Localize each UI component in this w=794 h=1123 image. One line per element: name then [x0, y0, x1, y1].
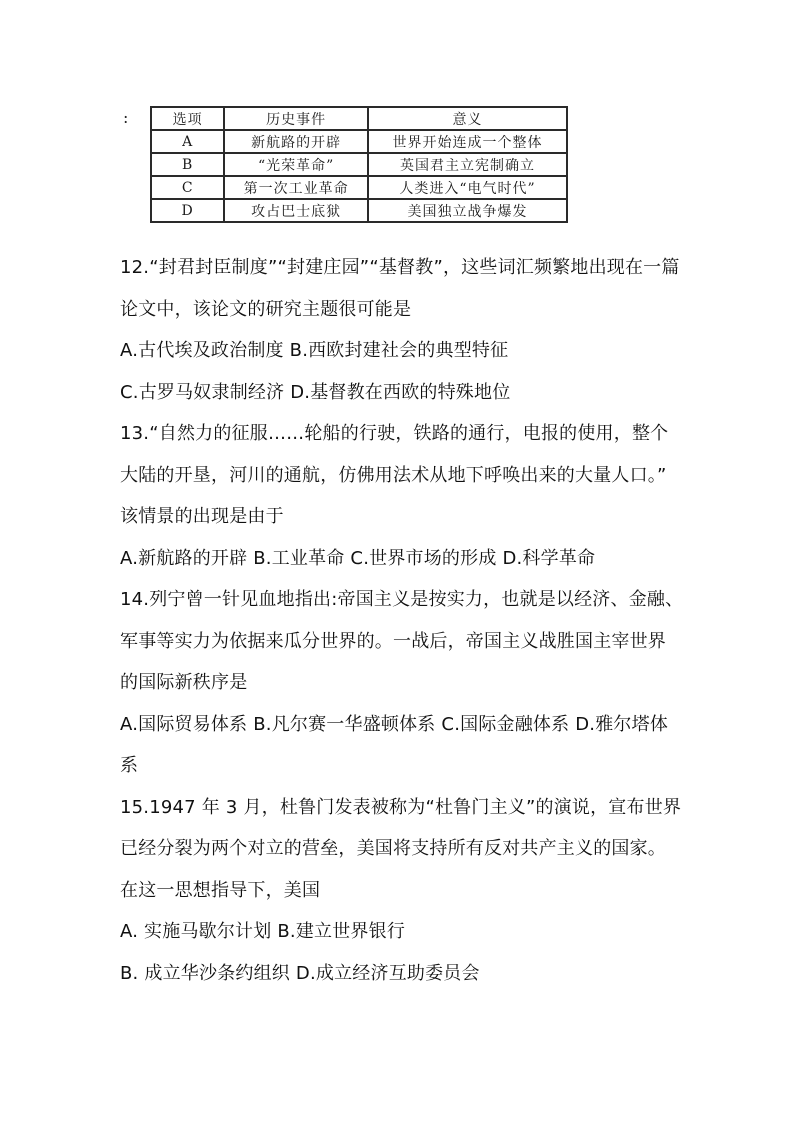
- question-12-stem-line-1: 12.“封君封臣制度”“封建庄园”“基督教”，这些词汇频繁地出现在一篇: [120, 257, 680, 278]
- table-leading-mark: :: [123, 108, 129, 127]
- table-header-row: [151, 107, 567, 130]
- table-row: [151, 199, 567, 222]
- cell-meaning: 美国独立战争爆发: [368, 199, 567, 222]
- cell-meaning: 人类进入“电气时代”: [368, 176, 567, 199]
- question-15-options-cd: B. 成立华沙条约组织 D.成立经济互助委员会: [120, 962, 480, 984]
- question-12-options-cd: C.古罗马奴隶制经济 D.基督教在西欧的特殊地位: [120, 381, 511, 403]
- question-14-options: A.国际贸易体系 B.凡尔赛一华盛顿体系 C.国际金融体系 D.雅尔塔体: [120, 713, 669, 735]
- question-13-stem-line-1: 13.“自然力的征服……轮船的行驶，铁路的通行，电报的使用，整个: [120, 423, 669, 444]
- question-15-stem-line-2: 已经分裂为两个对立的营垒，美国将支持所有反对共产主义的国家。: [120, 838, 666, 859]
- question-15-options-ab: A. 实施马歇尔计划 B.建立世界银行: [120, 921, 406, 942]
- cell-event: 新航路的开辟: [224, 130, 368, 153]
- question-14-stem-line-2: 军事等实力为依据来瓜分世界的。一战后，帝国主义战胜国主宰世界: [120, 630, 666, 652]
- question-14-stem-line-3: 的国际新秩序是: [120, 672, 248, 693]
- question-15-stem-line-3: 在这一思想指导下，美国: [120, 879, 321, 901]
- cell-meaning: 英国君主立宪制确立: [368, 153, 567, 176]
- header-meaning: 意义: [368, 107, 567, 130]
- cell-event: “光荣革命”: [224, 153, 368, 176]
- cell-option: A: [151, 130, 224, 153]
- table-row: [151, 130, 567, 153]
- question-14-options-wrap: 系: [120, 755, 139, 776]
- cell-option: C: [151, 176, 224, 199]
- header-event: 历史事件: [224, 107, 368, 130]
- question-15-stem-line-1: 15.1947 年 3 月，杜鲁门发表被称为“杜鲁门主义”的演说，宣布世界: [120, 796, 682, 818]
- cell-option: B: [151, 153, 224, 176]
- question-12-options-ab: A.古代埃及政治制度 B.西欧封建社会的典型特征: [120, 340, 509, 361]
- question-12-stem-line-2: 论文中，该论文的研究主题很可能是: [120, 298, 412, 320]
- cell-option: D: [151, 199, 224, 222]
- question-13-stem-line-2: 大陆的开垦，河川的通航，仿佛用法术从地下呼唤出来的大量人口。”: [120, 464, 667, 486]
- cell-meaning: 世界开始连成一个整体: [368, 130, 567, 153]
- header-option: 选项: [151, 107, 224, 130]
- cell-event: 攻占巴士底狱: [224, 199, 368, 222]
- question-13-stem-line-3: 该情景的出现是由于: [120, 506, 284, 527]
- table-row: [151, 153, 567, 176]
- question-14-stem-line-1: 14.列宁曾一针见血地指出:帝国主义是按实力，也就是以经济、金融、: [120, 589, 684, 610]
- question-13-options: A.新航路的开辟 B.工业革命 C.世界市场的形成 D.科学革命: [120, 547, 596, 569]
- questions-text: [120, 247, 700, 994]
- history-events-table: [150, 106, 568, 223]
- cell-event: 第一次工业革命: [224, 176, 368, 199]
- table-row: [151, 176, 567, 199]
